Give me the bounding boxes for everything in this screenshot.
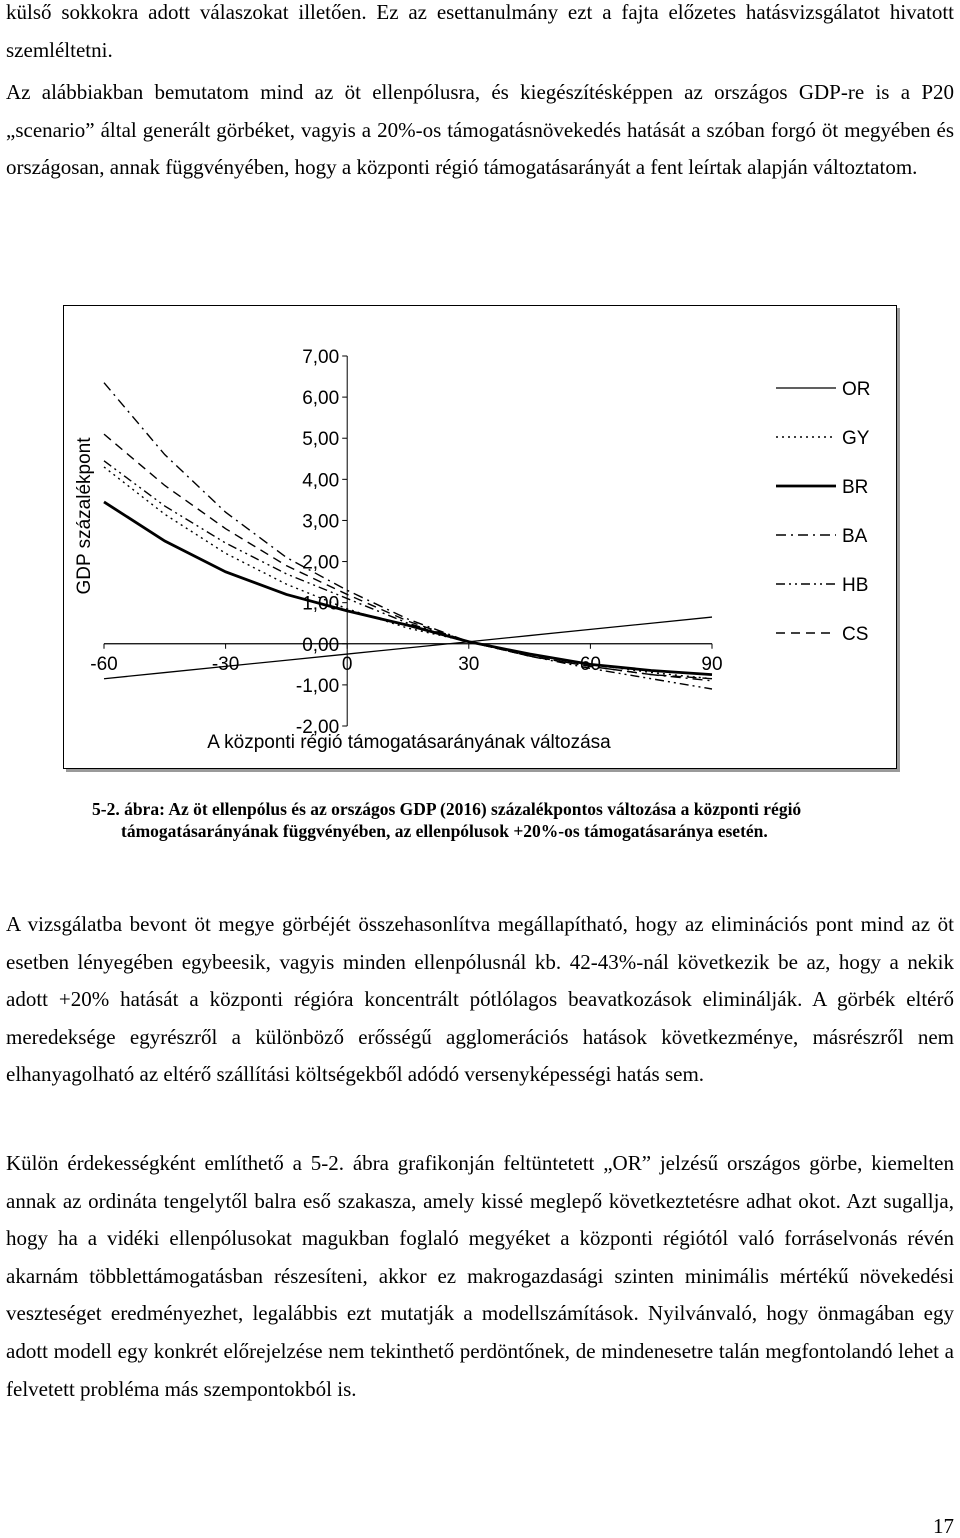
paragraph-analysis: A vizsgálatba bevont öt megye görbéjét összehasonlítva megállapítható, hogy az eliminációs pont mind az öt esetben lényegében egybeesik, vagyis minden ellenpólusnál kb. 42-43%-nál következik be az, hogy a nekik adott +20% hatását a központi régióra koncentrált pótlólagos beavatkozások eliminálják. A görbék eltérő meredeksége egyrészről a különböző erősségű agglomerációs hatások következménye, másrészről nem elhanyagolható az eltérő szállítási költségekből adódó versenyképességi hatás sem. bbox=[6, 912, 954, 1087]
series-line-hb bbox=[104, 461, 712, 689]
legend-label-ba: BA bbox=[842, 526, 868, 547]
y-tick-label: -1,00 bbox=[295, 675, 340, 697]
paragraph-or-remark: Külön érdekességként említhető a 5-2. ábra grafikonján feltüntetett „OR” jelzésű országos görbe, kiemelten annak az ordináta tengelytől balra eső szakasza, amely kissé meglepő következtetésre adhat okot. Azt sugallja, hogy ha a vidéki ellenpólusokat magukban foglaló megyéket a központi régiótól való forráselvonás révén akarnám többlettámogatásban részesíteni, akkor ez makrogazdasági szinten minimális mértékű növekedési veszteséget eredményezhet, legalábbis ezt mutatják a modellszámítások. Nyilvánvaló, hogy önmagában egy adott modell egy konkrét előrejelzése nem tekinthető perdöntőnek, de mindenesetre talán megfontolandó lehet a felvetett probléma más szempontokból is. bbox=[6, 1151, 954, 1401]
x-tick-label: -30 bbox=[211, 653, 240, 675]
figure-caption bbox=[92, 798, 892, 842]
series-lines bbox=[104, 383, 712, 689]
y-tick-label: 7,00 bbox=[302, 347, 340, 368]
chart-svg bbox=[64, 306, 896, 768]
y-tick-label: 6,00 bbox=[302, 388, 340, 410]
x-tick-label: 60 bbox=[579, 653, 601, 675]
series-line-br bbox=[104, 502, 712, 675]
legend-label-cs: CS bbox=[842, 624, 869, 645]
caption-line-1: 5-2. ábra: Az öt ellenpólus és az országos GDP (2016) százalékpontos változása a központi régió bbox=[92, 799, 802, 819]
page-number: 17 bbox=[933, 1514, 954, 1538]
caption-line-2: támogatásarányának függvényében, az ellenpólusok +20%-os támogatásaránya esetén. bbox=[121, 821, 768, 841]
x-tick-label: 90 bbox=[701, 653, 723, 675]
y-axis-label: GDP százalékpont bbox=[74, 437, 95, 595]
paragraph-intro: külső sokkokra adott válaszokat illetően. Ez az esettanulmány ezt a fajta előzetes hatásvizsgálatot hivatott szemléltetni. bbox=[6, 0, 954, 62]
y-tick-label: 4,00 bbox=[302, 470, 340, 492]
legend-label-hb: HB bbox=[842, 575, 869, 596]
paragraph-method: Az alábbiakban bemutatom mind az öt ellenpólusra, és kiegészítésképpen az országos GDP-re is a P20 „scenario” által generált görbéket, vagyis a 20%-os támogatásnövekedés hatását a szóban forgó öt megyében és országosan, annak függvényében, hogy a központi régió támogatásarányát a fent leírtak alapján változtatom. bbox=[6, 80, 954, 180]
y-axis-label-group bbox=[74, 437, 95, 595]
tick-labels bbox=[90, 347, 722, 738]
legend-label-br: BR bbox=[842, 477, 869, 498]
series-line-ba bbox=[104, 383, 712, 681]
x-tick-label: 30 bbox=[458, 653, 480, 675]
legend bbox=[776, 379, 871, 645]
x-tick-label: -60 bbox=[90, 653, 118, 675]
legend-label-or: OR bbox=[842, 379, 871, 400]
y-tick-label: 2,00 bbox=[302, 552, 340, 574]
y-tick-label: 3,00 bbox=[302, 511, 340, 533]
figure-chart bbox=[63, 305, 897, 769]
x-axis-label: A központi régió támogatásarányának változása bbox=[207, 732, 611, 753]
legend-label-gy: GY bbox=[842, 428, 870, 449]
series-line-gy bbox=[104, 467, 712, 679]
y-tick-label: 5,00 bbox=[302, 429, 340, 451]
y-tick-label: 0,00 bbox=[302, 634, 340, 656]
x-tick-label: 0 bbox=[341, 653, 353, 675]
y-tick-label: 1,00 bbox=[302, 593, 340, 615]
y-tick-label: -2,00 bbox=[295, 717, 340, 738]
